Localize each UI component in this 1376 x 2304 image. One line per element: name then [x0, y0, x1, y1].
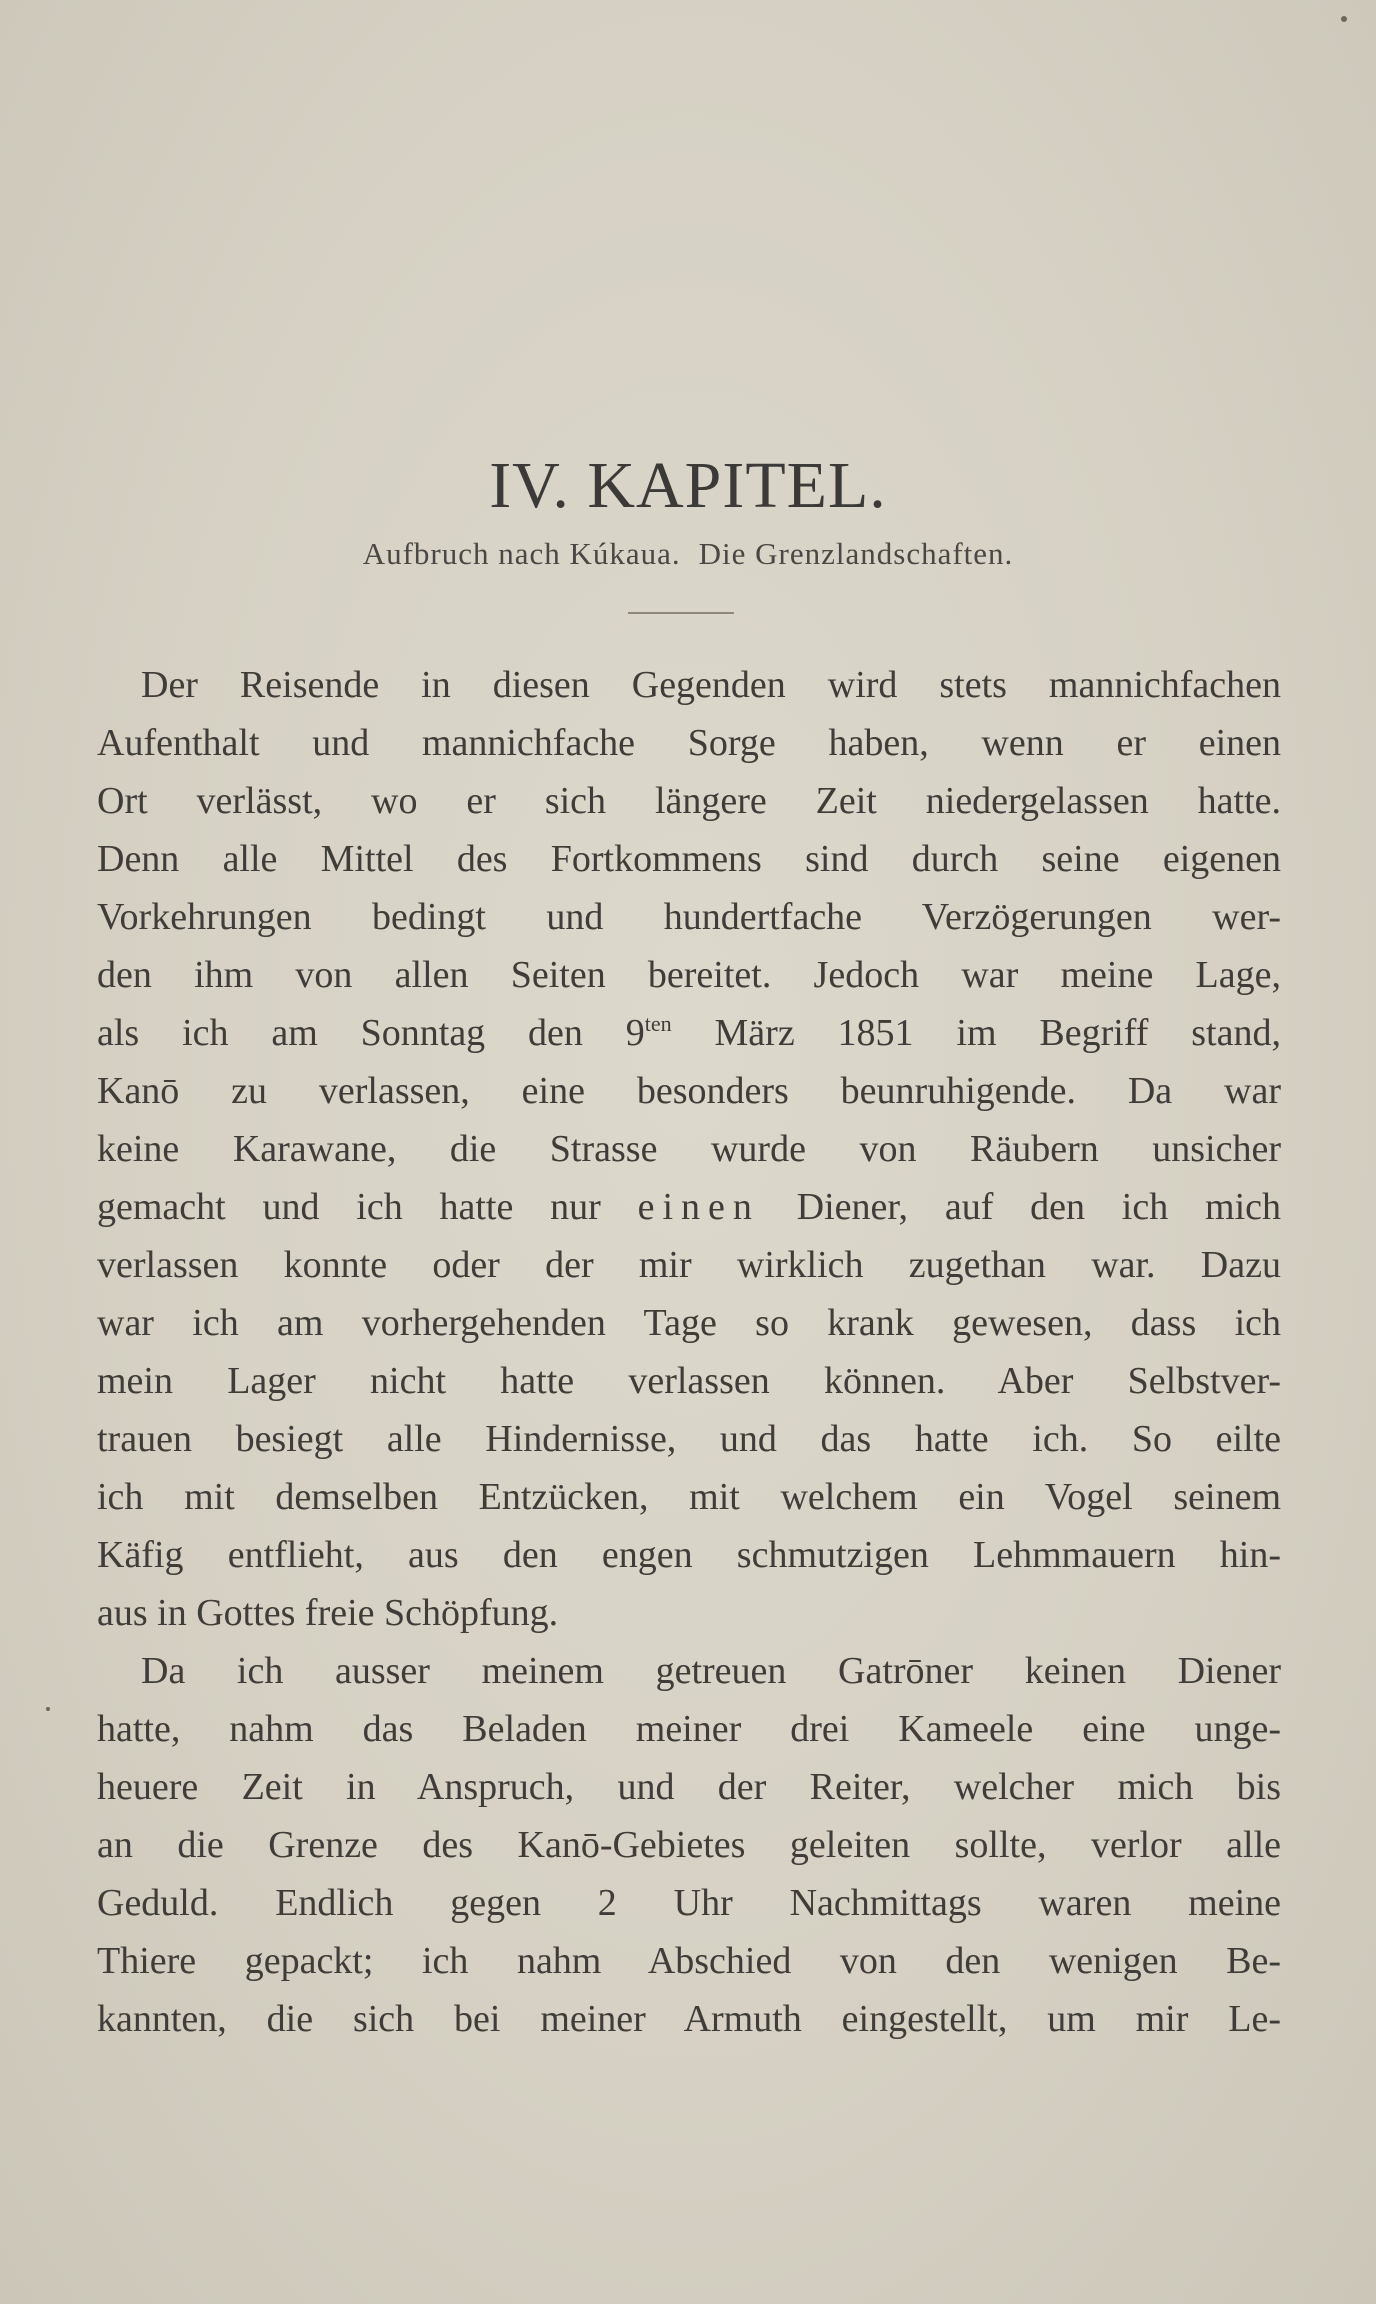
- text-fragment: Diener, auf den ich mich: [759, 1186, 1281, 1228]
- chapter-heading: IV. KAPITEL.: [489, 449, 887, 522]
- text-line: kannten, die sich bei meiner Armuth eingestellt, um mir Le-: [97, 1998, 1281, 2040]
- text-fragment: gemacht und ich hatte nur: [97, 1186, 638, 1228]
- text-line: Da ich ausser meinem getreuen Gatrōner keinen Diener: [141, 1650, 1281, 1692]
- ink-speck: [1341, 16, 1347, 22]
- chapter-subtitle: [0, 536, 1376, 572]
- text-line: an die Grenze des Kanō-Gebietes geleiten sollte, verlor alle: [97, 1824, 1281, 1866]
- text-line: keine Karawane, die Strasse wurde von Räubern unsicher: [97, 1128, 1281, 1170]
- text-line: Aufenthalt und mannichfache Sorge haben, wenn er einen: [97, 722, 1281, 764]
- text-line: Kanō zu verlassen, eine besonders beunruhigende. Da war: [97, 1070, 1281, 1112]
- text-line: Der Reisende in diesen Gegenden wird stets mannichfachen: [141, 664, 1281, 706]
- text-line: ich mit demselben Entzücken, mit welchem ein Vogel seinem: [97, 1476, 1281, 1518]
- text-line: Vorkehrungen bedingt und hundertfache Verzögerungen wer-: [97, 896, 1281, 938]
- subtitle-part-2: Die Grenzlandschaften.: [698, 536, 1014, 571]
- ink-speck: [46, 1707, 50, 1711]
- text-line: Käfig entflieht, aus den engen schmutzigen Lehmmauern hin-: [97, 1534, 1281, 1576]
- text-line: heuere Zeit in Anspruch, und der Reiter, welcher mich bis: [97, 1766, 1281, 1808]
- text-line: Geduld. Endlich gegen 2 Uhr Nachmittags waren meine: [97, 1882, 1281, 1924]
- text-fragment: März 1851 im Begriff stand,: [671, 1012, 1281, 1054]
- text-line: Ort verlässt, wo er sich längere Zeit niedergelassen hatte.: [97, 780, 1281, 822]
- text-line: den ihm von allen Seiten bereitet. Jedoch war meine Lage,: [97, 954, 1281, 996]
- text-line: mein Lager nicht hatte verlassen können. Aber Selbstver-: [97, 1360, 1281, 1402]
- text-line: war ich am vorhergehenden Tage so krank gewesen, dass ich: [97, 1302, 1281, 1344]
- body-text: [97, 656, 1281, 2048]
- text-line: Denn alle Mittel des Fortkommens sind durch seine eigenen: [97, 838, 1281, 880]
- text-line: [97, 1178, 1281, 1236]
- spaced-emphasis: einen: [637, 1186, 760, 1228]
- text-line: trauen besiegt alle Hindernisse, und das hatte ich. So eilte: [97, 1418, 1281, 1460]
- text-line: Thiere gepackt; ich nahm Abschied von den wenigen Be-: [97, 1940, 1281, 1982]
- paragraph-1: [97, 656, 1281, 1642]
- text-line: verlassen konnte oder der mir wirklich zugethan war. Dazu: [97, 1244, 1281, 1286]
- superscript-ordinal: ten: [644, 1011, 672, 1036]
- subtitle-part-1: Aufbruch nach Kúkaua.: [362, 536, 681, 571]
- text-line: aus in Gottes freie Schöpfung.: [97, 1592, 559, 1634]
- paragraph-2: [97, 1642, 1281, 2048]
- text-line: hatte, nahm das Beladen meiner drei Kameele eine unge-: [97, 1708, 1281, 1750]
- chapter-divider-rule: [628, 612, 734, 614]
- text-line: [97, 1004, 1281, 1062]
- text-fragment: als ich am Sonntag den 9: [97, 1012, 645, 1054]
